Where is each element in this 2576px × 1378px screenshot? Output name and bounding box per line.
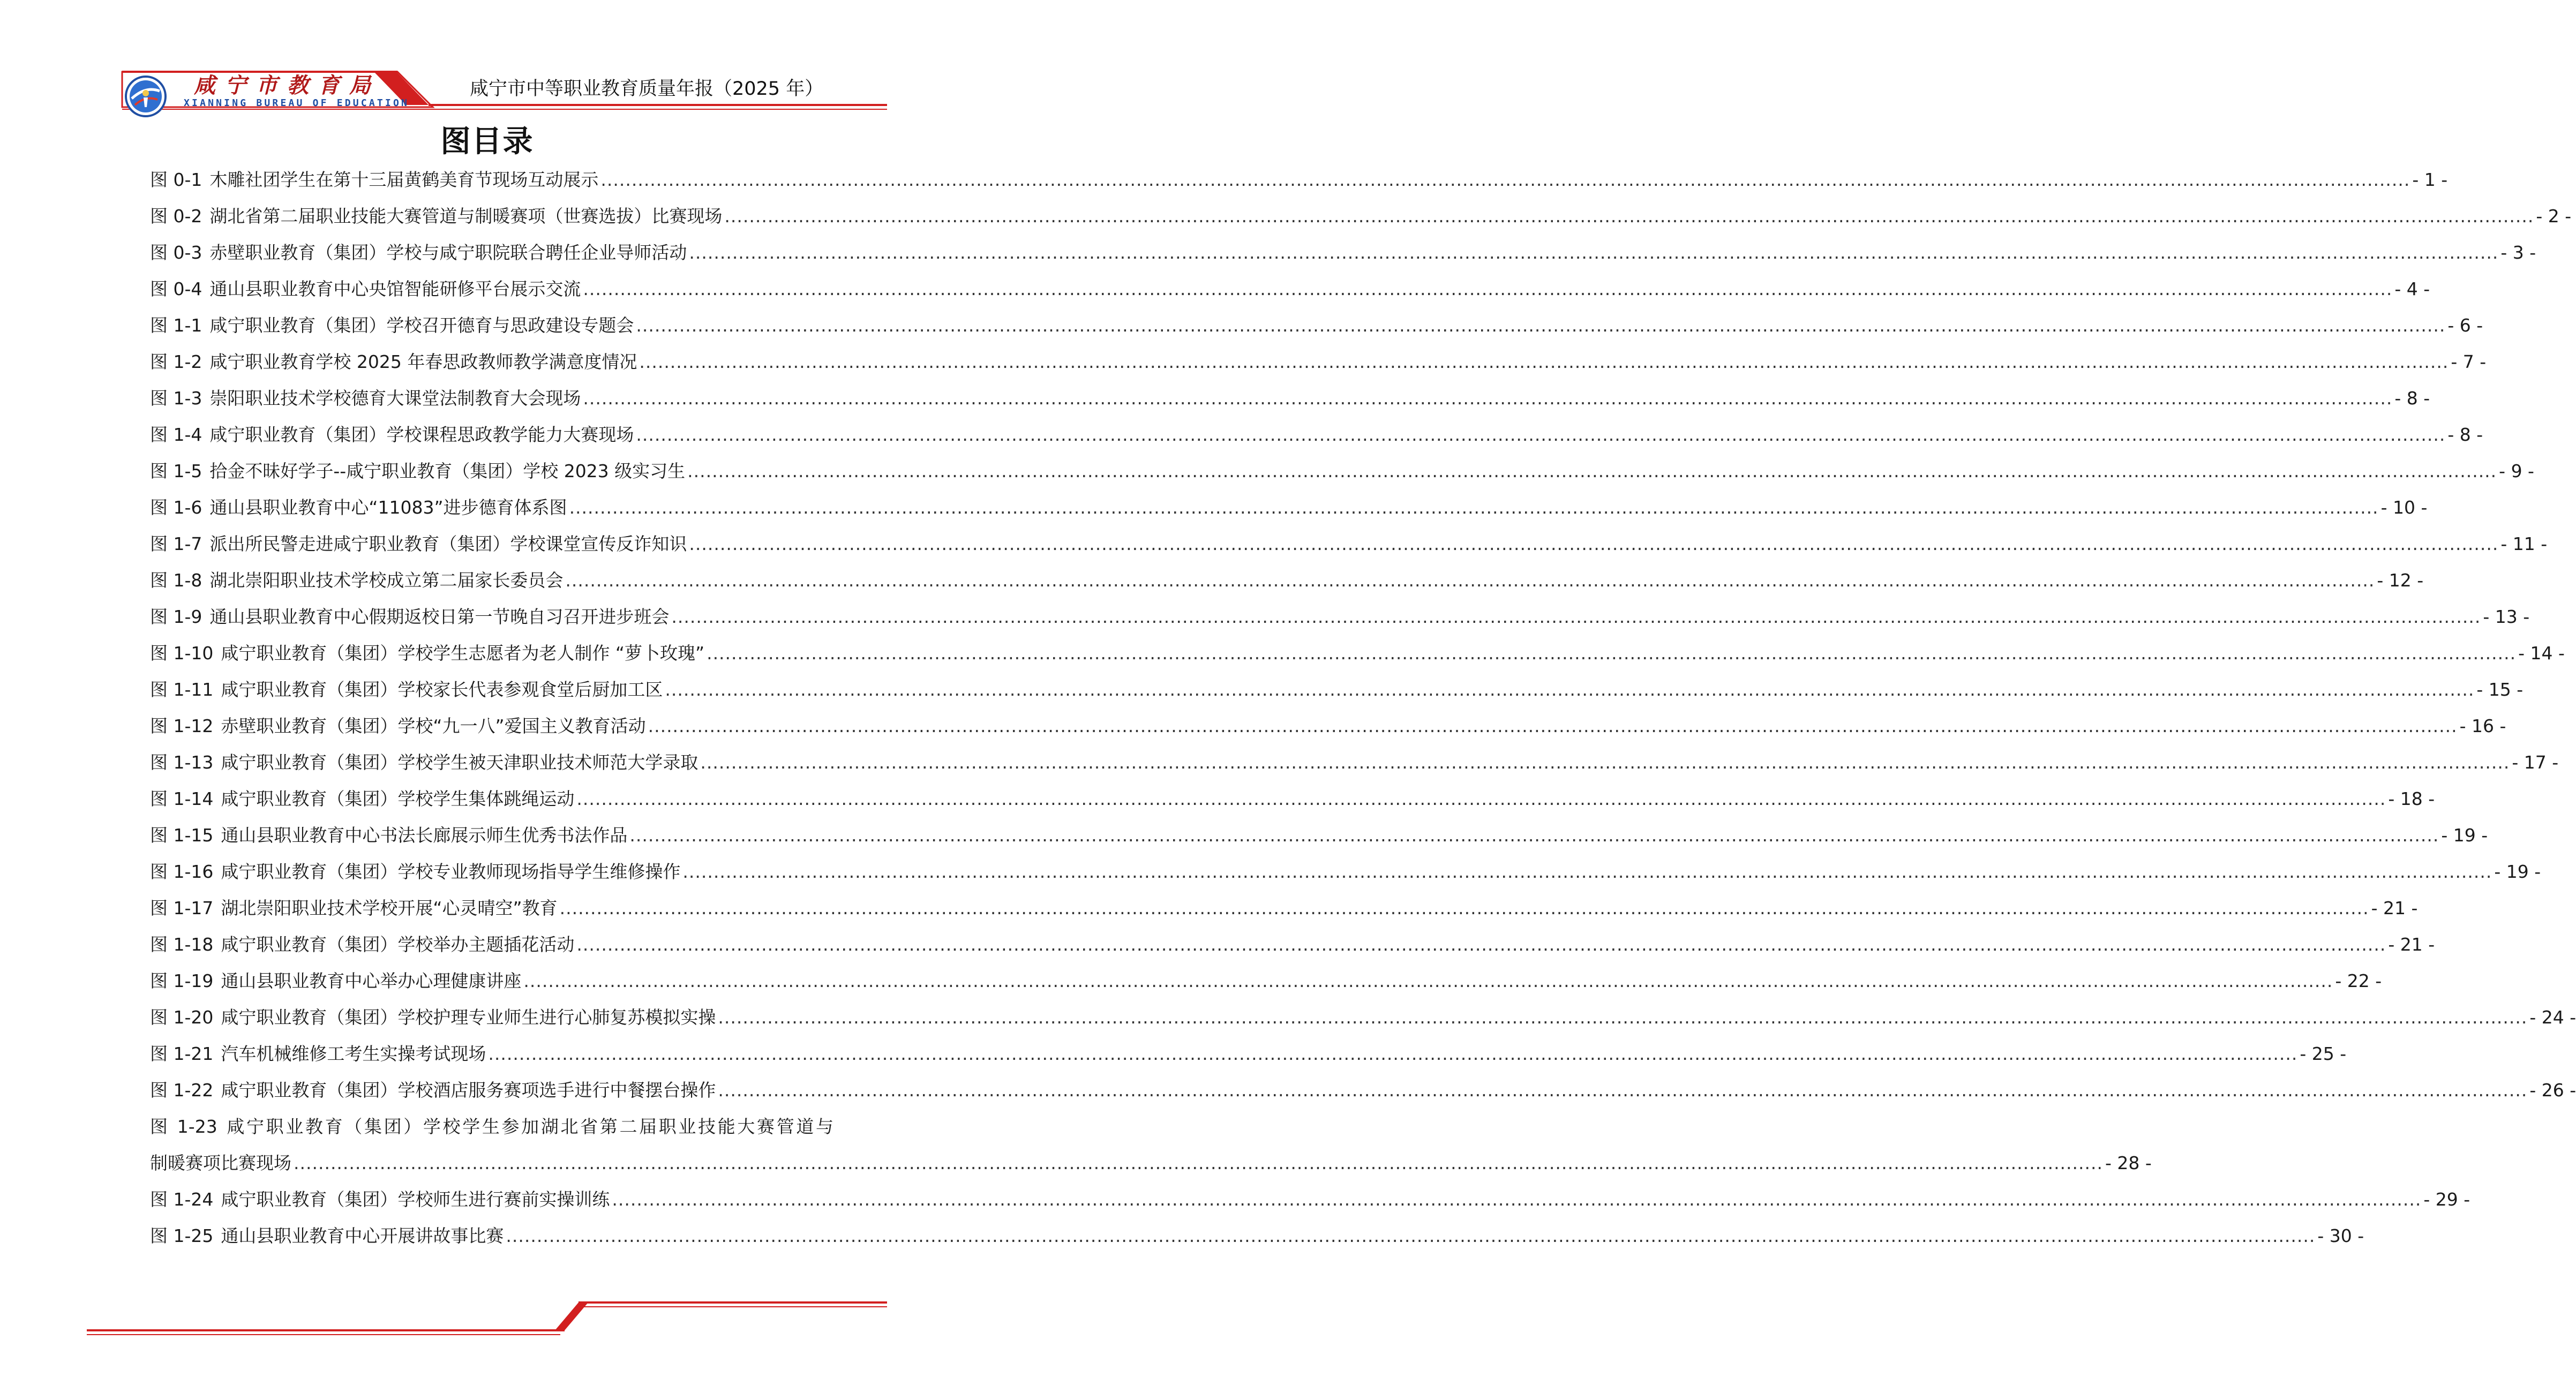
toc-entry[interactable] [150, 927, 2435, 963]
toc-figure-number: 图 1-8 [150, 570, 202, 591]
toc-figure-number: 图 0-1 [150, 169, 202, 190]
toc-figure-title: 咸宁职业教育（集团）学校课程思政教学能力大赛现场 [209, 424, 634, 445]
toc-figure-title: 咸宁职业教育学校 2025 年春思政教师教学满意度情况 [209, 351, 637, 372]
toc-entry[interactable] [150, 708, 2506, 744]
toc-dot-leader [724, 198, 2534, 235]
toc-dot-leader [583, 380, 2392, 417]
toc-page-number: - 21 - [2388, 934, 2435, 955]
toc-dot-leader [689, 526, 2498, 562]
toc-entry[interactable] [150, 453, 2534, 490]
toc-figure-title: 咸宁职业教育（集团）学校学生被天津职业技术师范大学录取 [221, 752, 699, 773]
toc-entry[interactable] [150, 562, 2424, 599]
toc-page-number: - 6 - [2447, 315, 2483, 336]
toc-dot-leader [718, 999, 2527, 1036]
toc-page-number: - 9 - [2499, 461, 2534, 481]
toc-page-number: - 7 - [2451, 351, 2487, 372]
toc-figure-number: 图 1-6 [150, 497, 202, 518]
toc-figure-number: 图 1-17 [150, 898, 214, 918]
toc-figure-title: 湖北崇阳职业技术学校开展“心灵晴空”教育 [221, 898, 558, 918]
toc-dot-leader [600, 162, 2410, 198]
toc-dot-leader [636, 307, 2445, 344]
toc-figure-title: 通山县职业教育中心假期返校日第一节晚自习召开进步班会 [209, 606, 670, 627]
toc-page-number: - 14 - [2518, 643, 2565, 664]
toc-page-number: - 19 - [2494, 861, 2541, 882]
toc-dot-leader [687, 453, 2497, 490]
toc-entry[interactable] [150, 1181, 2470, 1218]
toc-dot-leader [565, 562, 2375, 599]
toc-dot-leader [294, 1145, 2103, 1181]
toc-figure-title: 汽车机械维修工考生实操考试现场 [221, 1043, 486, 1064]
toc-page-number: - 22 - [2335, 970, 2382, 991]
toc-entry[interactable] [150, 672, 2524, 708]
bureau-name-en: XIANNING BUREAU OF EDUCATION [184, 97, 410, 109]
toc-entry[interactable] [150, 781, 2435, 817]
toc-figure-number: 图 1-4 [150, 424, 202, 445]
toc-entry-line2 [150, 1145, 2152, 1181]
toc-figure-title: 通山县职业教育中心央馆智能研修平台展示交流 [209, 278, 581, 299]
toc-entry[interactable] [150, 1218, 2364, 1254]
toc-figure-title: 咸宁职业教育（集团）学校学生集体跳绳运动 [221, 788, 575, 809]
toc-dot-leader [488, 1036, 2297, 1072]
toc-page-number: - 30 - [2317, 1225, 2364, 1246]
toc-figure-title: 通山县职业教育中心“11083”进步德育体系图 [209, 497, 567, 518]
footer-rules [0, 1296, 974, 1339]
toc-entry[interactable] [150, 635, 2565, 672]
toc-dot-leader [576, 927, 2386, 963]
toc-page-number: - 26 - [2529, 1080, 2576, 1101]
toc-entry[interactable] [150, 599, 2530, 635]
toc-page-number: - 12 - [2377, 570, 2424, 591]
toc-figure-number: 图 0-3 [150, 242, 202, 263]
bureau-logo-icon [124, 75, 167, 118]
toc-entry[interactable] [150, 271, 2430, 307]
toc-figure-number: 图 1-15 [150, 825, 214, 846]
toc-figure-number: 图 1-19 [150, 970, 214, 991]
toc-figure-number: 图 1-18 [150, 934, 214, 955]
toc-figure-number: 图 1-25 [150, 1225, 214, 1246]
toc-figure-number: 图 1-10 [150, 643, 214, 664]
toc-page-number: - 19 - [2441, 825, 2488, 846]
toc-dot-leader [707, 635, 2516, 672]
footer-slash [555, 1302, 588, 1330]
toc-figure-title: 派出所民警走进咸宁职业教育（集团）学校课堂宣传反诈知识 [209, 533, 687, 554]
toc-entry[interactable] [150, 999, 2576, 1036]
toc-dot-leader [700, 744, 2510, 781]
toc-figure-title: 赤壁职业教育（集团）学校与咸宁职院联合聘任企业导师活动 [209, 242, 687, 263]
toc-page-number: - 18 - [2388, 788, 2435, 809]
toc-figure-title: 咸宁职业教育（集团）学校护理专业师生进行心肺复苏模拟实操 [221, 1007, 716, 1028]
toc-page-number: - 24 - [2529, 1007, 2576, 1028]
toc-entry[interactable] [150, 744, 2559, 781]
toc-dot-leader [648, 708, 2458, 744]
toc-figure-title: 咸宁职业教育（集团）学校师生进行赛前实操训练 [221, 1189, 610, 1210]
toc-page-number: - 8 - [2394, 388, 2430, 409]
toc-figure-number: 图 1-7 [150, 533, 202, 554]
toc-figure-number: 图 0-2 [150, 206, 202, 227]
toc-page-number: - 16 - [2459, 716, 2506, 736]
toc-entry[interactable] [150, 1072, 2576, 1109]
bureau-name-cn: 咸宁市教育局 [194, 73, 380, 98]
toc-figure-title: 咸宁职业教育（集团）学校酒店服务赛项选手进行中餐摆台操作 [221, 1080, 716, 1101]
toc-dot-leader [629, 817, 2439, 854]
toc-figure-number: 图 1-21 [150, 1043, 214, 1064]
toc-dot-leader [671, 599, 2481, 635]
toc-page-number: - 25 - [2300, 1043, 2347, 1064]
toc-page-number: - 1 - [2412, 169, 2448, 190]
toc-figure-title: 木雕社团学生在第十三届黄鹤美育节现场互动展示 [209, 169, 599, 190]
toc-dot-leader [665, 672, 2474, 708]
toc-entry[interactable] [150, 162, 2448, 198]
page-footer [0, 1296, 974, 1339]
toc-figure-number: 图 1-16 [150, 861, 214, 882]
page-header [0, 0, 974, 123]
toc-entry[interactable] [150, 235, 2536, 271]
toc-page-number: - 3 - [2500, 242, 2536, 263]
toc-page-number: - 28 - [2105, 1153, 2152, 1173]
toc-dot-leader [612, 1181, 2421, 1218]
toc-figure-number: 图 1-2 [150, 351, 202, 372]
toc-figure-number: 图 1-5 [150, 461, 202, 481]
toc-entry[interactable] [150, 817, 2488, 854]
toc-entry[interactable] [150, 490, 2428, 526]
toc-dot-leader [569, 490, 2379, 526]
toc-figure-title: 湖北省第二届职业技能大赛管道与制暖赛项（世赛选拔）比赛现场 [209, 206, 723, 227]
toc-figure-title: 咸宁职业教育（集团）学校召开德育与思政建设专题会 [209, 315, 634, 336]
toc-page-number: - 4 - [2394, 278, 2430, 299]
toc-entry-multiline[interactable] [150, 1109, 2152, 1181]
toc-figure-title: 湖北崇阳职业技术学校成立第二届家长委员会 [209, 570, 564, 591]
toc-page-number: - 17 - [2512, 752, 2559, 773]
toc-figure-number: 图 1-12 [150, 716, 214, 736]
toc-dot-leader [560, 890, 2369, 927]
toc-figure-number: 图 1-14 [150, 788, 214, 809]
toc-page-number: - 15 - [2476, 679, 2524, 700]
toc-figure-title: 崇阳职业技术学校德育大课堂法制教育大会现场 [209, 388, 581, 409]
toc-entry[interactable] [150, 890, 2418, 927]
toc-figure-number: 图 1-3 [150, 388, 202, 409]
toc-figure-number: 图 1-1 [150, 315, 202, 336]
toc-figure-title: 咸宁职业教育（集团）学校举办主题插花活动 [221, 934, 575, 955]
toc-entry[interactable] [150, 344, 2487, 380]
toc-entry[interactable] [150, 963, 2382, 999]
toc-figure-number: 图 1-11 [150, 679, 214, 700]
toc-figure-number: 图 1-22 [150, 1080, 214, 1101]
toc-entry[interactable] [150, 380, 2430, 417]
toc-figure-title: 通山县职业教育中心书法长廊展示师生优秀书法作品 [221, 825, 628, 846]
toc-figure-title: 咸宁职业教育（集团）学校专业教师现场指导学生维修操作 [221, 861, 681, 882]
toc-page-number: - 13 - [2483, 606, 2530, 627]
toc-entry-line1 [150, 1109, 833, 1145]
toc-entry[interactable] [150, 854, 2541, 890]
toc-figure-number: 图 1-23 [150, 1116, 217, 1137]
figure-toc-list [150, 162, 2576, 1254]
toc-figure-title: 通山县职业教育中心开展讲故事比赛 [221, 1225, 504, 1246]
toc-page-number: - 29 - [2423, 1189, 2470, 1210]
toc-page-number: - 21 - [2371, 898, 2418, 918]
toc-figure-title: 通山县职业教育中心举办心理健康讲座 [221, 970, 522, 991]
toc-entry[interactable] [150, 307, 2483, 344]
toc-dot-leader [639, 344, 2449, 380]
toc-page-number: - 10 - [2380, 497, 2428, 518]
toc-figure-title: 咸宁职业教育（集团）学校家长代表参观食堂后厨加工区 [221, 679, 663, 700]
toc-figure-title-line2: 制暖赛项比赛现场 [150, 1153, 291, 1173]
toc-figure-number: 图 1-24 [150, 1189, 214, 1210]
toc-entry[interactable] [150, 417, 2483, 453]
toc-figure-number: 图 0-4 [150, 278, 202, 299]
toc-entry[interactable] [150, 526, 2548, 562]
toc-figure-number: 图 1-20 [150, 1007, 214, 1028]
toc-dot-leader [576, 781, 2386, 817]
toc-dot-leader [718, 1072, 2527, 1109]
toc-page-number: - 2 - [2536, 206, 2572, 227]
toc-figure-title: 拾金不昧好学子--咸宁职业教育（集团）学校 2023 级实习生 [209, 461, 686, 481]
report-title: 咸宁市中等职业教育质量年报（2025 年） [470, 78, 824, 100]
toc-figure-title-line1: 咸宁职业教育（集团）学校学生参加湖北省第二届职业技能大赛管道与 [224, 1116, 834, 1137]
toc-page-number: - 8 - [2447, 424, 2483, 445]
toc-dot-leader [689, 235, 2498, 271]
toc-page-number: - 11 - [2500, 533, 2548, 554]
toc-figure-number: 图 1-9 [150, 606, 202, 627]
toc-dot-leader [523, 963, 2333, 999]
page-title: 图目录 [440, 124, 534, 159]
toc-dot-leader [506, 1218, 2315, 1254]
toc-entry[interactable] [150, 1036, 2347, 1072]
toc-dot-leader [583, 271, 2392, 307]
toc-entry[interactable] [150, 198, 2572, 235]
toc-figure-title: 咸宁职业教育（集团）学校学生志愿者为老人制作 “萝卜玫瑰” [221, 643, 705, 664]
toc-figure-number: 图 1-13 [150, 752, 214, 773]
toc-dot-leader [682, 854, 2492, 890]
toc-figure-title: 赤壁职业教育（集团）学校“九一八”爱国主义教育活动 [221, 716, 646, 736]
toc-dot-leader [636, 417, 2445, 453]
